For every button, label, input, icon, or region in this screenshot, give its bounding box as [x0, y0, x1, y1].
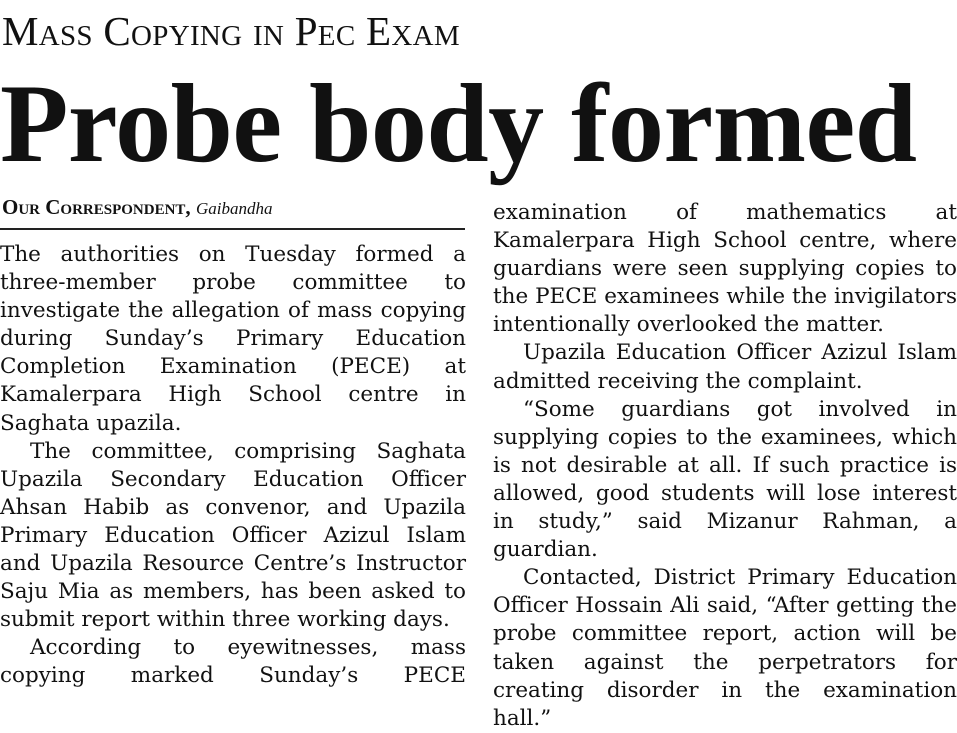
article-paragraph: Contacted, District Primary Education Officer Hossain Ali said, “After getting the probe committee report, action will be taken against the perpetrators for creating disorder in the examination hall.” — [493, 565, 957, 731]
byline-divider — [0, 228, 465, 230]
article-column-left — [0, 241, 466, 691]
article-paragraph: “Some guardians got involved in supplying copies to the examinees, which is not desirable at all. If such practice is allowed, good students will lose interest in study,” said Mizanur Rahman, a guardian. — [493, 396, 957, 563]
article-kicker: Mass Copying in Pec Exam — [2, 8, 460, 54]
byline-author: Our Correspondent, — [2, 195, 191, 219]
article-paragraph: Upazila Education Officer Azizul Islam admitted receiving the complaint. — [493, 340, 957, 394]
article-paragraph: examination of mathematics at Kamalerpara High School centre, where guardians were seen supplying copies to the PECE examinees while the invigilators intentionally overlooked the matter. — [493, 200, 957, 338]
article-byline — [2, 195, 272, 221]
article-paragraph: The authorities on Tuesday formed a three-member probe committee to investigate the allegation of mass copying during Sunday’s Primary Education Completion Examination (PECE) at Kamalerpara High School centre in Saghata upazila. — [0, 242, 466, 436]
article-paragraph: The committee, comprising Saghata Upazila Secondary Education Officer Ahsan Habib as convenor, and Upazila Primary Education Officer Azizul Islam and Upazila Resource Centre’s Instructor Saju Mia as members, has been asked to submit report within three working days. — [0, 438, 466, 633]
article-column-right — [493, 199, 957, 733]
article-headline: Probe body formed — [0, 62, 917, 186]
article-paragraph: According to eyewitnesses, mass copying marked Sunday’s PECE — [0, 635, 466, 689]
byline-location: Gaibandha — [195, 199, 273, 218]
